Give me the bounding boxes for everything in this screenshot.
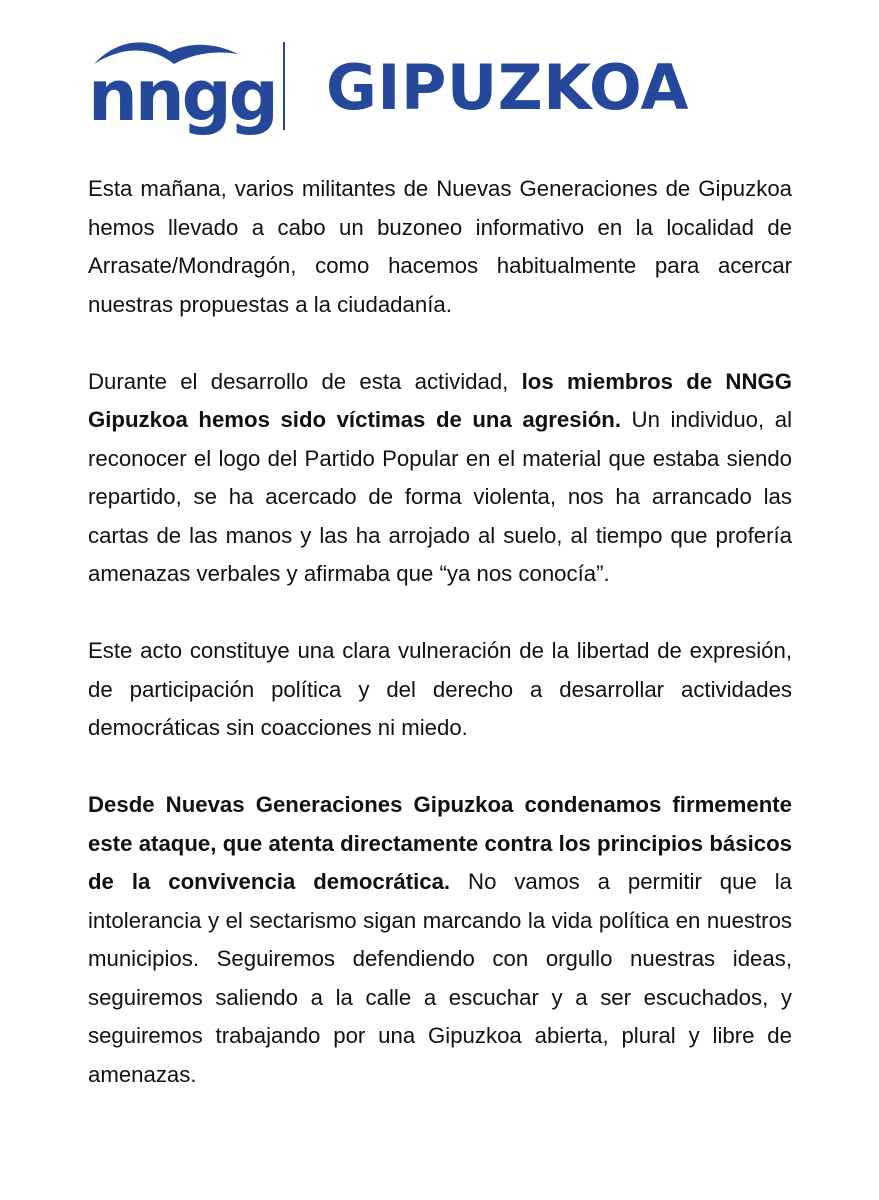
brand-name: GIPUZKOA — [326, 51, 689, 124]
logo-divider — [283, 42, 285, 130]
paragraph-4-emphasis: Desde Nuevas Generaciones Gipuzkoa condenamos firmemente este ataque, que atenta directamente contra los principios básicos de la convivencia democrática. — [88, 792, 792, 894]
paragraph-1: Esta mañana, varios militantes de Nuevas Generaciones de Gipuzkoa hemos llevado a cabo un buzoneo informativo en la localidad de Arrasate/Mondragón, como hacemos habitualmente para acercar nuestras propuestas a la ciudadanía. — [88, 176, 792, 317]
paragraph-2 — [88, 363, 792, 594]
paragraph-3: Este acto constituye una clara vulneración de la libertad de expresión, de participación política y del derecho a desarrollar actividades democráticas sin coacciones ni miedo. — [88, 638, 792, 740]
paragraph-2-emphasis: los miembros de NNGG Gipuzkoa hemos sido víctimas de una agresión. — [88, 368, 792, 432]
paragraph-4 — [88, 786, 792, 1094]
nngg-logo — [88, 38, 276, 137]
paragraph-2-intro: Durante el desarrollo de esta actividad, — [88, 368, 522, 394]
paragraph-4-rest: No vamos a permitir que la intolerancia y el sectarismo sigan marcando la vida política en nuestros municipios. Seguiremos defendiendo con orgullo nuestras ideas, seguiremos saliendo a la calle a escuchar y a ser escuchados, y seguiremos trabajando por una Gipuzkoa abierta, plural y libre de amenazas. — [88, 869, 792, 1087]
paragraph-2-rest: Un individuo, al reconocer el logo del Partido Popular en el material que estaba siendo repartido, se ha acercado de forma violenta, nos ha arrancado las cartas de las manos y las ha arrojado al suelo, al tiempo que profería amenazas verbales y afirmaba que “ya nos conocía”. — [88, 407, 792, 586]
letterhead — [88, 38, 788, 137]
press-release-body — [88, 170, 792, 1094]
logo-wordmark: nngg — [88, 55, 276, 137]
